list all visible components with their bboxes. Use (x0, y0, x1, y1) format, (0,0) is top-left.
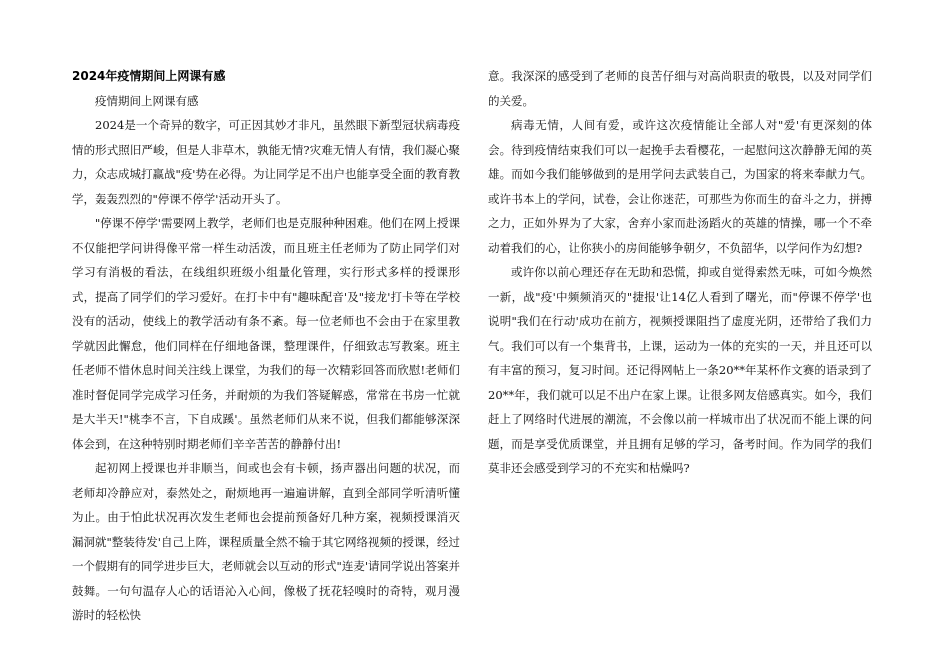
continued-paragraph: 意。我深深的感受到了老师的良苦仔细与对高尚职责的敬畏，以及对同学们的关爱。 (488, 69, 872, 108)
body-paragraph: 病毒无情，人间有爱，或许这次疫情能让全部人对"爱'有更深刻的体会。待到疫情结束我们可以一起挽手去看樱花，一起慰问这次静静无闻的英雄。而如今我们能够做到的是用学问去武装自己，为国家的将来奉献力气。或许书本上的学问，试卷，会让你迷茫，可那些为你而生的奋斗之力，拼搏之力，正如外界为了大家，舍弃小家而赴汤蹈火的英雄的情操，哪一个不牵动着我们的心，让你狭小的房间能够争朝夕，不负韶华，以学问作为幻想? (488, 118, 872, 255)
body-paragraph: "停课不停学'需要网上教学，老师们也是克服种种困难。他们在网上授课不仅能把学问讲得像平常一样生动活泼，而且班主任老师为了防止同学们对学习有消极的看法，在线组织班级小组量化管理，实行形式多样的授课形式，提高了同学们的学习爱好。在打卡中有"趣味配音'及"接龙'打卡等在学校没有的活动，使线上的教学活动有条不紊。每一位老师也不会由于在家里教学就因此懈怠，他们同样在仔细地备课，整理课件，仔细致志写教案。班主任老师不惜休息时间关注线上课堂，为我们的每一次精彩回答而欣慰!老师们准时督促同学完成学习任务，并耐烦的为我们答疑解惑，常常在书房一忙就是大半天!"桃李不言，下自成蹊'。虽然老师们从来不说，但我们都能够深深体会到，在这种特别时期老师们辛辛苦苦的静静付出! (72, 216, 460, 451)
left-column (72, 64, 460, 628)
body-paragraph: 起初网上授课也并非顺当，间或也会有卡顿，扬声器出问题的状况，而老师却冷静应对，泰然处之，耐烦地再一遍遍讲解，直到全部同学听清听懂为止。由于怕此状况再次发生老师也会提前预备好几种方案，视频授课消灭漏洞就"整装待发'自己上阵，课程质量全然不输于其它网络视频的授课，经过一个假期有的同学进步巨大，老师就会以互动的形式"连麦'请同学说出答案并鼓舞。一句句温存人心的话语沁入心间，像极了抚花轻嗅时的奇特，观月漫游时的轻松快 (72, 461, 460, 622)
body-paragraph: 或许你以前心理还存在无助和恐慌，抑或自觉得索然无味，可如今焕然一新，战"疫'中频频消灭的"捷报'让14亿人看到了曙光，而"停课不停学'也说明"我们在行动'成功在前方，视频授课阻挡了虚度光阴，还带给了我们力气。我们可以有一个集背书，上课，运动为一体的充实的一天，并且还可以有丰富的预习，复习时间。还记得网帖上一条20**年某杯作文赛的语录到了20**年，我们就可以足不出户在家上课。让很多网友倍感真实。如今，我们赶上了网络时代进展的潮流，不会像以前一样城市出了状况而不能上课的问题，而是享受优质课堂，并且拥有足够的学习，备考时间。作为同学的我们莫非还会感受到学习的不充实和枯燥吗? (488, 265, 872, 475)
body-paragraph: 2024是一个奇异的数字，可正因其妙才非凡，虽然眼下新型冠状病毒疫情的形式照旧严峻，但是人非草木，孰能无情?灾难无情人有情，我们凝心聚力，众志成城打赢战"疫'势在必得。为让同学足不出户也能享受全面的教育教学，轰轰烈烈的"停课不停学'活动开头了。 (72, 118, 460, 206)
subtitle-paragraph: 疫情期间上网课有感 (95, 93, 199, 108)
right-column (488, 64, 872, 481)
document-title: 2024年疫情期间上网课有感 (72, 69, 226, 83)
